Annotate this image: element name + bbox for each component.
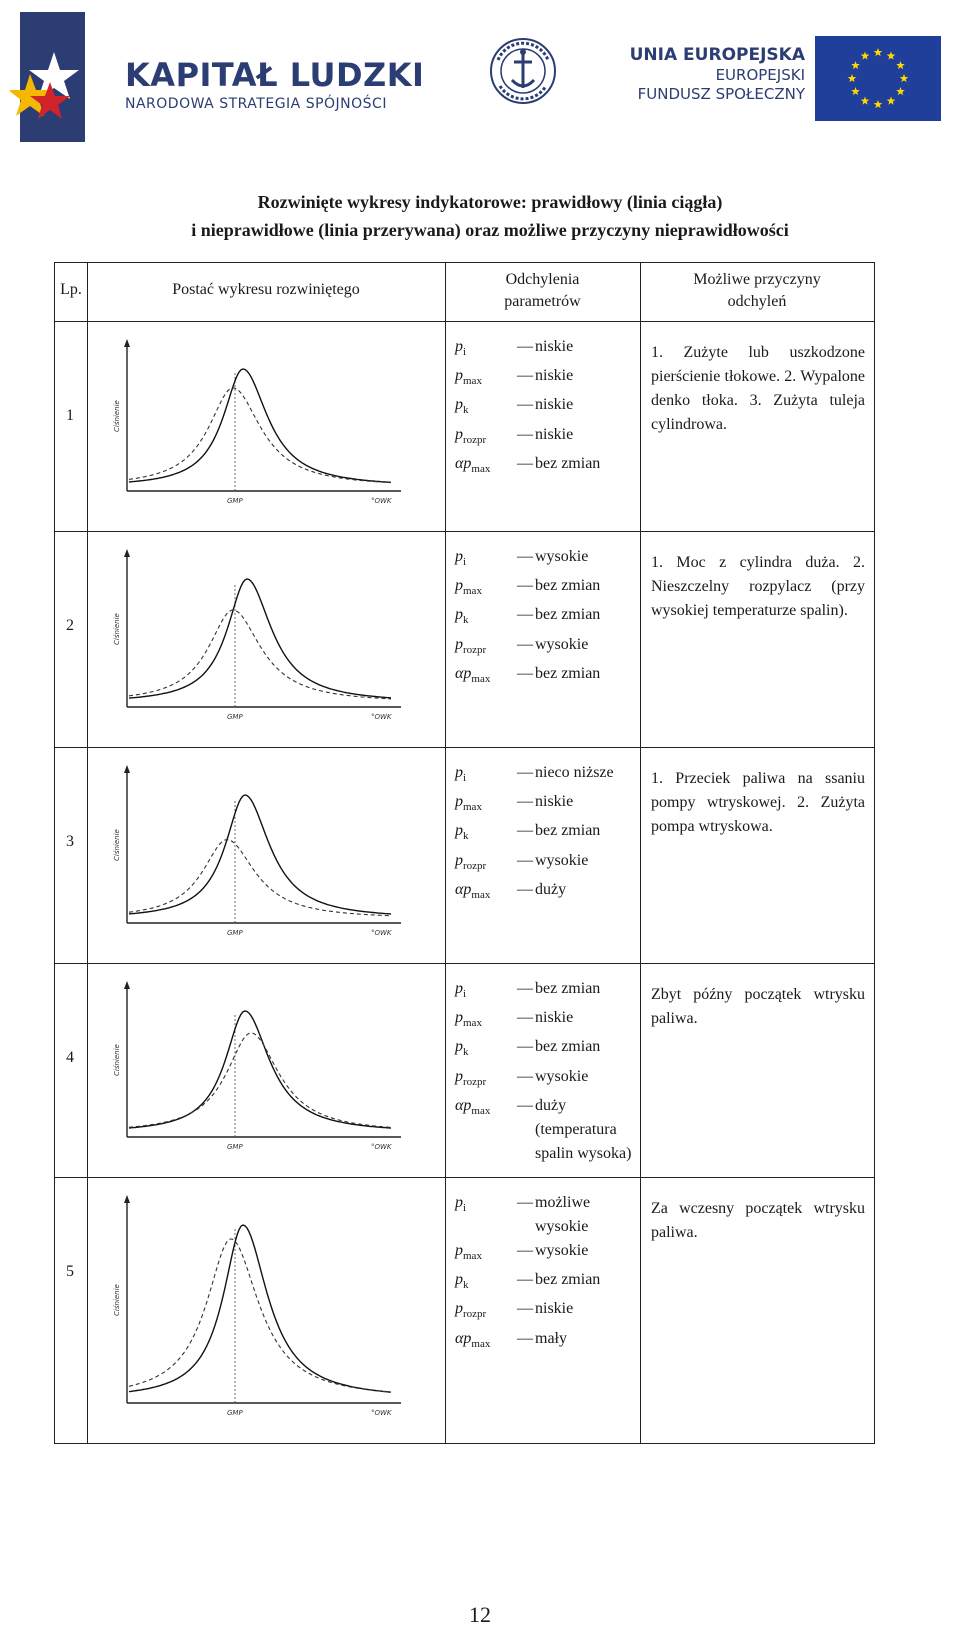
parameter-name: $p_{max}$ <box>455 577 482 598</box>
parameter-row <box>455 393 635 422</box>
dash: — <box>517 1329 533 1347</box>
parameter-value: niskie <box>535 425 574 443</box>
parameter-row <box>455 1094 635 1166</box>
parameter-row <box>455 761 635 790</box>
parameter-name: $p_i$ <box>455 980 467 1001</box>
dash: — <box>517 664 533 682</box>
parameter-value: nieco niższe <box>535 764 614 781</box>
y-axis-arrow-icon <box>124 339 130 347</box>
row-divider <box>55 1177 874 1178</box>
column-divider <box>640 263 641 1443</box>
y-axis-arrow-icon <box>124 981 130 989</box>
normal-curve <box>129 1011 391 1128</box>
parameter-name: $p_i$ <box>455 548 467 569</box>
indicator-diagram <box>105 543 415 739</box>
y-axis-arrow-icon <box>124 1195 130 1203</box>
y-axis-label: Ciśnienie <box>113 829 121 861</box>
parameter-row <box>455 977 635 1006</box>
y-axis-arrow-icon <box>124 549 130 557</box>
parameter-value: bez zmian <box>535 664 601 682</box>
parameter-value: mały <box>535 1329 567 1347</box>
dash: — <box>517 635 533 653</box>
normal-curve <box>129 1225 391 1392</box>
row-number: 4 <box>66 1049 74 1066</box>
row-divider <box>55 747 874 748</box>
dash: — <box>517 1038 533 1056</box>
x-axis-tdc-label: GMP <box>227 713 243 721</box>
x-axis-end-label: °OWK <box>371 713 392 721</box>
indicator-diagram <box>105 759 415 955</box>
parameter-value: bez zmian <box>535 822 601 840</box>
x-axis-tdc-label: GMP <box>227 497 243 505</box>
title-line-1: Rozwinięte wykresy indykatorowe: prawidłowy (linia ciągła) <box>257 192 723 212</box>
dash: — <box>517 1096 533 1114</box>
abnormal-curve <box>129 1033 391 1127</box>
dash: — <box>517 548 533 565</box>
parameter-value: niskie <box>535 1009 574 1027</box>
parameter-deviations <box>455 977 635 1166</box>
y-axis-label: Ciśnienie <box>113 400 121 432</box>
parameter-name: $p_{max}$ <box>455 1242 482 1263</box>
parameter-value: niskie <box>535 338 574 355</box>
parameter-row <box>455 545 635 574</box>
eu-line2: EUROPEJSKI <box>715 66 805 84</box>
dash: — <box>517 1194 533 1211</box>
parameter-deviations <box>455 761 635 907</box>
row-divider <box>55 963 874 964</box>
parameter-value: niskie <box>535 367 574 385</box>
header-causes-line1: Możliwe przyczyny <box>693 271 821 288</box>
eu-text <box>600 44 805 104</box>
parameter-value: niskie <box>535 1300 574 1318</box>
parameter-name: $p_{rozpr}$ <box>455 1300 487 1321</box>
row-number: 5 <box>66 1263 74 1280</box>
parameter-value: wysokie <box>535 548 589 565</box>
title-line-2: i nieprawidłowe (linia przerywana) oraz możliwe przyczyny nieprawidłowości <box>191 220 789 240</box>
kapital-ludzki-subtitle: NARODOWA STRATEGIA SPÓJNOŚCI <box>125 96 387 112</box>
parameter-value: możliwe wysokie <box>535 1194 591 1235</box>
parameter-value: duży (temperatura spalin wysoka) <box>535 1096 632 1162</box>
parameter-name: $p_k$ <box>455 1271 469 1292</box>
parameter-name: $p_{rozpr}$ <box>455 425 487 446</box>
header-causes-line2: odchyleń <box>727 293 787 310</box>
x-axis-end-label: °OWK <box>371 1409 392 1417</box>
kapital-ludzki-title: KAPITAŁ LUDZKI <box>125 56 425 94</box>
parameter-name: $p_{rozpr}$ <box>455 851 487 872</box>
abnormal-curve <box>129 840 391 916</box>
parameter-name: $p_k$ <box>455 396 469 417</box>
parameter-value: niskie <box>535 396 574 414</box>
row-divider <box>55 531 874 532</box>
parameter-name: $p_{max}$ <box>455 793 482 814</box>
parameter-name: $p_i$ <box>455 764 467 785</box>
parameter-deviations <box>455 335 635 481</box>
header-params-line1: Odchylenia <box>505 271 580 288</box>
dash: — <box>517 1067 533 1085</box>
row-number: 2 <box>66 617 74 634</box>
x-axis-end-label: °OWK <box>371 1143 392 1151</box>
parameter-name: $p_{rozpr}$ <box>455 635 487 656</box>
parameter-row <box>455 603 635 632</box>
x-axis-end-label: °OWK <box>371 929 392 937</box>
column-divider <box>445 263 446 1443</box>
parameter-value: bez zmian <box>535 1038 601 1056</box>
parameter-row <box>455 633 635 662</box>
parameter-name: $\alpha p_{max}$ <box>455 1096 491 1117</box>
dash: — <box>517 880 533 898</box>
parameter-value: niskie <box>535 793 574 811</box>
document-title <box>110 188 870 244</box>
header-lp: Lp. <box>60 281 82 298</box>
abnormal-curve <box>129 388 391 483</box>
parameter-value: duży <box>535 880 567 898</box>
parameter-value: bez zmian <box>535 980 601 997</box>
parameter-name: $p_i$ <box>455 338 467 359</box>
dash: — <box>517 1300 533 1318</box>
parameter-deviations <box>455 545 635 691</box>
header-params <box>445 269 640 313</box>
eu-title: UNIA EUROPEJSKA <box>629 45 805 65</box>
indicator-diagram <box>105 1189 415 1435</box>
indicator-diagrams-table <box>54 262 875 1444</box>
parameter-row <box>455 1006 635 1035</box>
parameter-value: bez zmian <box>535 606 601 624</box>
parameter-name: $p_{max}$ <box>455 367 482 388</box>
row-number: 3 <box>66 833 74 850</box>
parameter-name: $p_{max}$ <box>455 1009 482 1030</box>
dash: — <box>517 980 533 997</box>
indicator-diagram <box>105 975 415 1169</box>
parameter-name: $p_i$ <box>455 1194 467 1215</box>
parameter-row <box>455 1191 635 1239</box>
parameter-value: bez zmian <box>535 577 601 595</box>
parameter-row <box>455 574 635 603</box>
dash: — <box>517 764 533 781</box>
parameter-value: wysokie <box>535 1067 589 1085</box>
y-axis-arrow-icon <box>124 765 130 773</box>
parameter-value: wysokie <box>535 635 589 653</box>
parameter-name: $p_{rozpr}$ <box>455 1067 487 1088</box>
dash: — <box>517 1009 533 1027</box>
header-divider <box>55 321 874 322</box>
dash: — <box>517 793 533 811</box>
parameter-name: $p_k$ <box>455 822 469 843</box>
page-header <box>0 0 960 160</box>
dash: — <box>517 1242 533 1259</box>
dash: — <box>517 338 533 355</box>
maritime-academy-logo <box>488 30 558 112</box>
possible-causes: Zbyt późny początek wtrysku paliwa. <box>651 986 865 1027</box>
abnormal-curve <box>129 610 391 699</box>
parameter-value: wysokie <box>535 1242 589 1259</box>
page-number: 12 <box>469 1602 491 1627</box>
parameter-row <box>455 1268 635 1297</box>
dash: — <box>517 367 533 385</box>
header-params-line2: parametrów <box>504 293 581 310</box>
parameter-name: $\alpha p_{max}$ <box>455 664 491 685</box>
header-causes <box>640 269 874 313</box>
parameter-name: $\alpha p_{max}$ <box>455 454 491 475</box>
dash: — <box>517 454 533 472</box>
parameter-name: $p_k$ <box>455 606 469 627</box>
parameter-row <box>455 423 635 452</box>
dash: — <box>517 851 533 869</box>
dash: — <box>517 1271 533 1289</box>
parameter-name: $\alpha p_{max}$ <box>455 880 491 901</box>
abnormal-curve <box>129 1239 391 1392</box>
parameter-row <box>455 452 635 481</box>
dash: — <box>517 396 533 414</box>
parameter-row <box>455 878 635 907</box>
parameter-row <box>455 819 635 848</box>
parameter-row <box>455 364 635 393</box>
header-chart: Postać wykresu rozwiniętego <box>172 281 360 298</box>
kapital-ludzki-text <box>125 58 424 112</box>
normal-curve <box>129 579 391 698</box>
y-axis-label: Ciśnienie <box>113 613 121 645</box>
possible-causes: 1. Przeciek paliwa na ssaniu pompy wtryskowej. 2. Zużyta pompa wtryskowa. <box>651 770 865 835</box>
normal-curve <box>129 369 391 482</box>
x-axis-end-label: °OWK <box>371 497 392 505</box>
normal-curve <box>129 795 391 914</box>
dash: — <box>517 606 533 624</box>
dash: — <box>517 577 533 595</box>
parameter-row <box>455 1327 635 1356</box>
parameter-value: wysokie <box>535 851 589 869</box>
indicator-diagram <box>105 333 415 523</box>
parameter-deviations <box>455 1191 635 1356</box>
possible-causes: 1. Moc z cylindra duża. 2. Nieszczelny rozpylacz (przy wysokiej temperaturze spalin). <box>651 554 865 619</box>
parameter-value: bez zmian <box>535 1271 601 1289</box>
parameter-row <box>455 335 635 364</box>
x-axis-tdc-label: GMP <box>227 1143 243 1151</box>
eu-line3: FUNDUSZ SPOŁECZNY <box>637 85 805 103</box>
possible-causes: 1. Zużyte lub uszkodzone pierścienie tłokowe. 2. Wypalone denko tłoka. 3. Zużyta tuleja cylindrowa. <box>651 344 865 433</box>
parameter-name: $p_k$ <box>455 1038 469 1059</box>
parameter-row <box>455 1297 635 1326</box>
eu-flag-icon <box>815 36 941 121</box>
parameter-row <box>455 849 635 878</box>
y-axis-label: Ciśnienie <box>113 1044 121 1076</box>
possible-causes: Za wczesny początek wtrysku paliwa. <box>651 1200 865 1241</box>
x-axis-tdc-label: GMP <box>227 1409 243 1417</box>
parameter-row <box>455 790 635 819</box>
x-axis-tdc-label: GMP <box>227 929 243 937</box>
parameter-row <box>455 662 635 691</box>
dash: — <box>517 425 533 443</box>
parameter-row <box>455 1035 635 1064</box>
parameter-row <box>455 1065 635 1094</box>
y-axis-label: Ciśnienie <box>113 1284 121 1316</box>
column-divider <box>87 263 88 1443</box>
parameter-name: $\alpha p_{max}$ <box>455 1329 491 1350</box>
parameter-value: bez zmian <box>535 454 601 472</box>
dash: — <box>517 822 533 840</box>
row-number: 1 <box>66 407 74 424</box>
parameter-row <box>455 1239 635 1268</box>
kapital-ludzki-logo <box>10 12 90 142</box>
